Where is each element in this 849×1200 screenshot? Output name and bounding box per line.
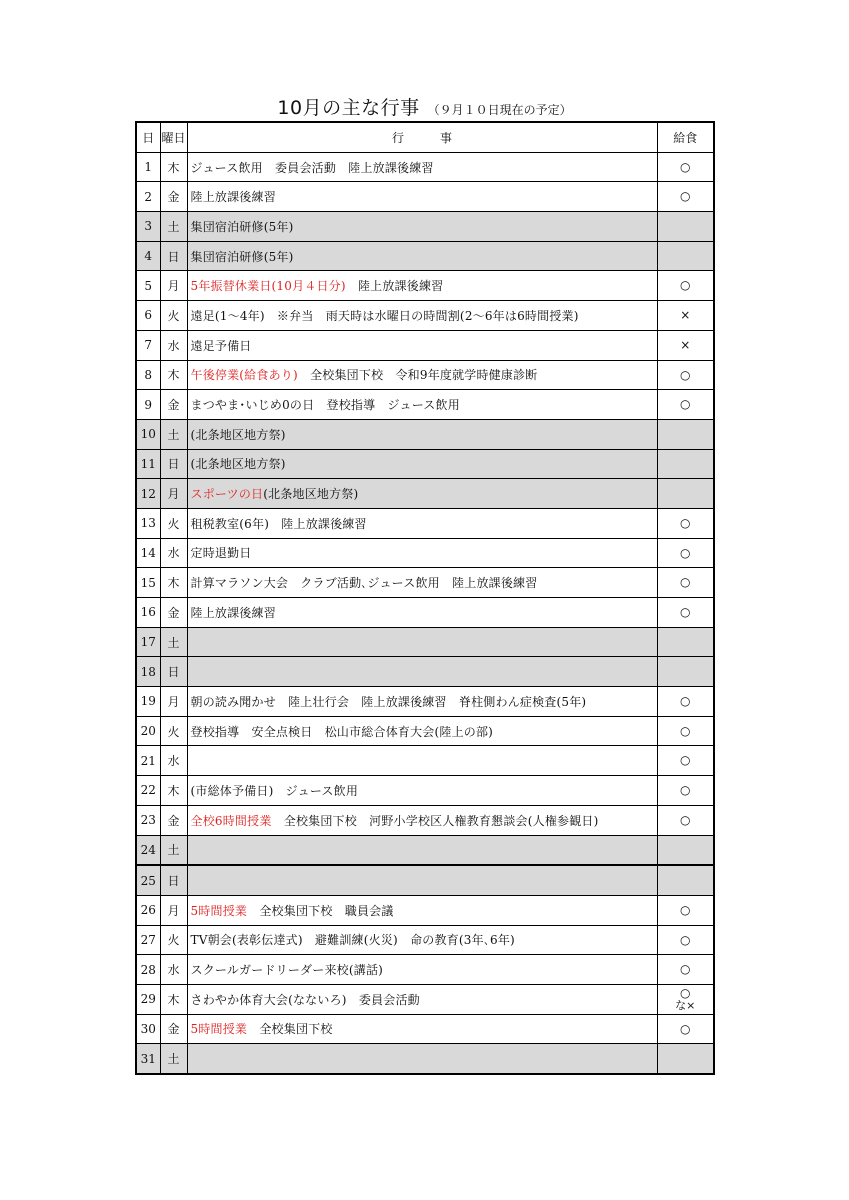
event-text: 遠足(1～4年) ※弁当 雨天時は水曜日の時間割(2～6年は6時間授業)	[190, 308, 579, 323]
lunch-cell	[657, 895, 714, 925]
table-row	[136, 746, 714, 776]
weekday-cell: 火	[160, 716, 187, 746]
weekday-cell: 日	[160, 657, 187, 687]
event-text: (市総体予備日) ジュース飲用	[190, 783, 359, 798]
event-highlight: スポーツの日	[190, 487, 264, 502]
day-cell: 26	[136, 895, 160, 925]
lunch-cell	[657, 479, 714, 509]
event-cell	[187, 479, 657, 509]
event-cell	[187, 508, 657, 538]
event-text: 陸上放課後練習	[345, 279, 444, 294]
day-cell: 29	[136, 984, 160, 1014]
lunch-note: な×	[675, 998, 696, 1012]
weekday-cell: 金	[160, 390, 187, 420]
lunch-cell	[657, 390, 714, 420]
lunch-mark: ×	[680, 337, 691, 352]
lunch-mark: ○	[680, 367, 691, 382]
lunch-cell	[657, 687, 714, 717]
event-highlight: 5時間授業	[190, 903, 248, 918]
lunch-mark: ○	[680, 1021, 691, 1036]
title-main: 10月の主な行事	[277, 97, 420, 119]
table-row	[136, 538, 714, 568]
table-row	[136, 627, 714, 657]
event-text: (北条地区地方祭)	[263, 487, 359, 502]
lunch-mark: ×	[680, 308, 691, 323]
lunch-cell	[657, 301, 714, 331]
event-cell	[187, 955, 657, 985]
table-row	[136, 835, 714, 865]
day-cell: 23	[136, 805, 160, 835]
table-row	[136, 895, 714, 925]
event-text: 朝の読み聞かせ 陸上壮行会 陸上放課後練習 脊柱側わん症検査(5年)	[190, 694, 587, 709]
lunch-cell	[657, 598, 714, 628]
day-cell: 12	[136, 479, 160, 509]
lunch-cell	[657, 212, 714, 242]
lunch-mark: ○	[680, 783, 691, 798]
event-highlight: 午後停業(給食あり)	[190, 368, 298, 383]
event-text: (北条地区地方祭)	[190, 457, 286, 472]
weekday-cell: 水	[160, 330, 187, 360]
lunch-mark: ○	[680, 605, 691, 620]
lunch-mark: ○	[680, 545, 691, 560]
lunch-mark: ○	[680, 812, 691, 827]
weekday-cell: 土	[160, 835, 187, 865]
event-highlight: 全校6時間授業	[190, 813, 272, 828]
table-row	[136, 805, 714, 835]
weekday-cell: 日	[160, 449, 187, 479]
event-cell	[187, 835, 657, 865]
day-cell: 28	[136, 955, 160, 985]
event-text: 登校指導 安全点検日 松山市総合体育大会(陸上の部)	[190, 724, 494, 739]
lunch-cell	[657, 1014, 714, 1044]
lunch-cell	[657, 568, 714, 598]
table-row	[136, 449, 714, 479]
event-cell	[187, 241, 657, 271]
weekday-cell: 水	[160, 746, 187, 776]
event-cell	[187, 746, 657, 776]
event-cell	[187, 627, 657, 657]
weekday-cell: 火	[160, 508, 187, 538]
event-cell	[187, 152, 657, 182]
lunch-cell	[657, 955, 714, 985]
event-text: TV朝会(表彰伝達式) 避難訓練(火災) 命の教育(3年､6年)	[190, 933, 515, 948]
event-cell	[187, 330, 657, 360]
event-cell	[187, 895, 657, 925]
lunch-mark: ○	[680, 723, 691, 738]
weekday-cell: 木	[160, 776, 187, 806]
event-cell	[187, 1014, 657, 1044]
header-lunch: 給食	[657, 122, 714, 152]
day-cell: 24	[136, 835, 160, 865]
day-cell: 7	[136, 330, 160, 360]
event-cell	[187, 271, 657, 301]
lunch-cell	[657, 746, 714, 776]
header-event: 行 事	[187, 122, 657, 152]
event-text: (北条地区地方祭)	[190, 427, 286, 442]
day-cell: 4	[136, 241, 160, 271]
table-row	[136, 1044, 714, 1074]
table-row	[136, 657, 714, 687]
weekday-cell: 土	[160, 419, 187, 449]
lunch-cell	[657, 925, 714, 955]
lunch-cell	[657, 776, 714, 806]
weekday-cell: 月	[160, 895, 187, 925]
day-cell: 5	[136, 271, 160, 301]
event-text: 陸上放課後練習	[190, 190, 276, 205]
header-day: 日	[136, 122, 160, 152]
weekday-cell: 水	[160, 955, 187, 985]
table-row	[136, 716, 714, 746]
lunch-mark: ○	[680, 962, 691, 977]
lunch-cell	[657, 716, 714, 746]
weekday-cell: 金	[160, 1014, 187, 1044]
event-text: 全校集団下校 職員会議	[247, 903, 394, 918]
lunch-cell	[657, 835, 714, 865]
day-cell: 13	[136, 508, 160, 538]
event-cell	[187, 598, 657, 628]
event-highlight: 5年振替休業日(10月４日分)	[190, 279, 346, 294]
day-cell: 9	[136, 390, 160, 420]
day-cell: 19	[136, 687, 160, 717]
lunch-mark: ○	[680, 515, 691, 530]
lunch-cell	[657, 152, 714, 182]
weekday-cell: 木	[160, 568, 187, 598]
lunch-mark: ○	[680, 397, 691, 412]
table-row	[136, 955, 714, 985]
lunch-cell	[657, 865, 714, 895]
lunch-mark: ○	[680, 986, 691, 1001]
event-text: 遠足予備日	[190, 338, 252, 353]
title-subtitle: （９月１０日現在の予定）	[427, 103, 572, 117]
lunch-cell	[657, 1044, 714, 1074]
table-row	[136, 1014, 714, 1044]
weekday-cell: 日	[160, 241, 187, 271]
schedule-table	[135, 121, 715, 1075]
day-cell: 14	[136, 538, 160, 568]
lunch-cell	[657, 627, 714, 657]
weekday-cell: 月	[160, 687, 187, 717]
event-text: まつやま･いじめ0の日 登校指導 ジュース飲用	[190, 398, 460, 413]
event-text: さわやか体育大会(なないろ) 委員会活動	[190, 992, 420, 1007]
lunch-cell	[657, 538, 714, 568]
weekday-cell: 水	[160, 538, 187, 568]
lunch-cell	[657, 182, 714, 212]
event-cell	[187, 390, 657, 420]
event-cell	[187, 687, 657, 717]
table-row	[136, 241, 714, 271]
event-text: 租税教室(6年) 陸上放課後練習	[190, 516, 367, 531]
event-text: 陸上放課後練習	[190, 605, 276, 620]
table-row	[136, 865, 714, 895]
lunch-cell	[657, 805, 714, 835]
lunch-mark: ○	[680, 694, 691, 709]
event-cell	[187, 1044, 657, 1074]
table-row	[136, 419, 714, 449]
lunch-cell	[657, 241, 714, 271]
event-text: 全校集団下校	[247, 1022, 333, 1037]
event-cell	[187, 568, 657, 598]
event-cell	[187, 657, 657, 687]
event-cell	[187, 212, 657, 242]
lunch-mark: ○	[680, 575, 691, 590]
lunch-mark: ○	[680, 902, 691, 917]
event-cell	[187, 538, 657, 568]
event-cell	[187, 360, 657, 390]
weekday-cell: 金	[160, 598, 187, 628]
table-row	[136, 152, 714, 182]
schedule-body	[136, 152, 714, 1074]
table-row	[136, 330, 714, 360]
lunch-cell	[657, 508, 714, 538]
event-cell	[187, 419, 657, 449]
weekday-cell: 土	[160, 1044, 187, 1074]
event-cell	[187, 984, 657, 1014]
day-cell: 18	[136, 657, 160, 687]
event-cell	[187, 301, 657, 331]
weekday-cell: 土	[160, 212, 187, 242]
table-row	[136, 360, 714, 390]
weekday-cell: 金	[160, 805, 187, 835]
event-text: 定時退勤日	[190, 546, 252, 561]
event-cell	[187, 805, 657, 835]
lunch-cell	[657, 271, 714, 301]
header-weekday: 曜日	[160, 122, 187, 152]
event-text: スクールガードリーダー来校(講話)	[190, 963, 384, 978]
day-cell: 15	[136, 568, 160, 598]
event-text: 計算マラソン大会 クラブ活動､ジュース飲用 陸上放課後練習	[190, 576, 538, 591]
table-row	[136, 776, 714, 806]
table-row	[136, 182, 714, 212]
event-cell	[187, 716, 657, 746]
lunch-cell	[657, 330, 714, 360]
day-cell: 6	[136, 301, 160, 331]
lunch-mark: ○	[680, 189, 691, 204]
lunch-cell	[657, 360, 714, 390]
day-cell: 20	[136, 716, 160, 746]
table-header-row	[136, 122, 714, 152]
table-row	[136, 508, 714, 538]
day-cell: 27	[136, 925, 160, 955]
weekday-cell: 火	[160, 301, 187, 331]
lunch-cell	[657, 984, 714, 1014]
event-cell	[187, 865, 657, 895]
lunch-mark: ○	[680, 932, 691, 947]
table-row	[136, 925, 714, 955]
table-row	[136, 212, 714, 242]
event-text: 全校集団下校 河野小学校区人権教育懇談会(人権参観日)	[271, 813, 599, 828]
event-text: 全校集団下校 令和9年度就学時健康診断	[297, 368, 538, 383]
day-cell: 1	[136, 152, 160, 182]
day-cell: 3	[136, 212, 160, 242]
day-cell: 17	[136, 627, 160, 657]
event-text: 集団宿泊研修(5年)	[190, 249, 294, 264]
event-cell	[187, 449, 657, 479]
day-cell: 2	[136, 182, 160, 212]
weekday-cell: 火	[160, 925, 187, 955]
day-cell: 22	[136, 776, 160, 806]
event-cell	[187, 776, 657, 806]
table-row	[136, 984, 714, 1014]
weekday-cell: 土	[160, 627, 187, 657]
table-row	[136, 568, 714, 598]
lunch-cell	[657, 449, 714, 479]
event-cell	[187, 182, 657, 212]
day-cell: 8	[136, 360, 160, 390]
event-highlight: 5時間授業	[190, 1022, 248, 1037]
day-cell: 30	[136, 1014, 160, 1044]
table-row	[136, 390, 714, 420]
lunch-mark: ○	[680, 278, 691, 293]
day-cell: 25	[136, 865, 160, 895]
event-cell	[187, 925, 657, 955]
weekday-cell: 日	[160, 865, 187, 895]
lunch-mark: ○	[680, 159, 691, 174]
weekday-cell: 木	[160, 152, 187, 182]
event-text: ジュース飲用 委員会活動 陸上放課後練習	[190, 160, 434, 175]
table-row	[136, 271, 714, 301]
day-cell: 31	[136, 1044, 160, 1074]
weekday-cell: 金	[160, 182, 187, 212]
table-row	[136, 598, 714, 628]
day-cell: 10	[136, 419, 160, 449]
table-row	[136, 479, 714, 509]
lunch-cell	[657, 657, 714, 687]
weekday-cell: 木	[160, 360, 187, 390]
lunch-cell	[657, 419, 714, 449]
page-title	[0, 93, 849, 120]
lunch-mark: ○	[680, 753, 691, 768]
day-cell: 21	[136, 746, 160, 776]
weekday-cell: 月	[160, 479, 187, 509]
weekday-cell: 月	[160, 271, 187, 301]
event-text: 集団宿泊研修(5年)	[190, 219, 294, 234]
day-cell: 11	[136, 449, 160, 479]
weekday-cell: 木	[160, 984, 187, 1014]
day-cell: 16	[136, 598, 160, 628]
table-row	[136, 687, 714, 717]
table-row	[136, 301, 714, 331]
